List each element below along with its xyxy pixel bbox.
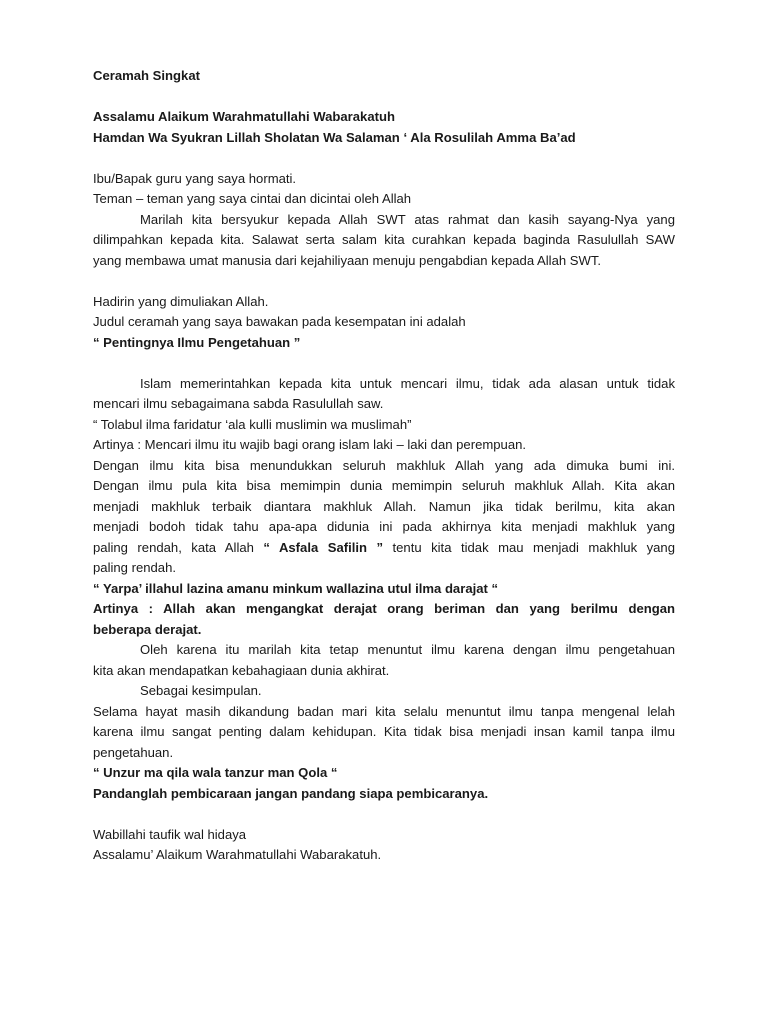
text-run: paling rendah, kata Allah bbox=[93, 539, 264, 555]
verse-text: “ Yarpa’ illahul lazina amanu minkum wallazina utul ilma darajat “ bbox=[93, 580, 499, 596]
paragraph-line: yang membawa umat manusia dari kejahiliyaan menuju pengabdian kepada Allah SWT. bbox=[93, 252, 602, 268]
verse-meaning-line: Artinya : Allah akan mengangkat derajat orang beriman dan yang berilmu dengan bbox=[93, 601, 675, 616]
hadith-meaning: Artinya : Mencari ilmu itu wajib bagi orang islam laki – laki dan perempuan. bbox=[93, 437, 527, 452]
audience-address: Hadirin yang dimuliakan Allah. bbox=[93, 293, 269, 309]
paragraph-line-mixed bbox=[93, 538, 675, 559]
paragraph-line: Islam memerintahkan kepada kita untuk mencari ilmu, tidak ada alasan untuk tidak bbox=[140, 375, 675, 391]
hadith-text: “ Tolabul ilma faridatur ‘ala kulli muslimin wa muslimah” bbox=[93, 416, 412, 432]
document-page bbox=[93, 66, 675, 866]
closing-taufik: Wabillahi taufik wal hidaya bbox=[93, 826, 247, 842]
paragraph-line: pengetahuan. bbox=[93, 744, 174, 760]
opening-praise: Hamdan Wa Syukran Lillah Sholatan Wa Salaman ‘ Ala Rosulilah Amma Ba’ad bbox=[93, 129, 576, 145]
paragraph-line: Dengan ilmu pula kita bisa memimpin dunia memimpin seluruh makhluk Allah. Kita akan bbox=[93, 478, 675, 493]
greeting: Assalamu Alaikum Warahmatullahi Wabarakatuh bbox=[93, 109, 395, 124]
paragraph-line: paling rendah. bbox=[93, 560, 176, 575]
paragraph-line: Dengan ilmu kita bisa menundukkan seluruh makhluk Allah yang ada dimuka bumi ini. bbox=[93, 457, 675, 473]
paragraph-line: Selama hayat masih dikandung badan mari kita selalu menuntut ilmu tanpa mengenal lelah bbox=[93, 703, 675, 719]
paragraph-line: mencari ilmu sebagaimana sabda Rasulullah saw. bbox=[93, 396, 384, 411]
address-teachers: Ibu/Bapak guru yang saya hormati. bbox=[93, 170, 297, 186]
address-friends: Teman – teman yang saya cintai dan dicintai oleh Allah bbox=[93, 191, 412, 206]
paragraph-line: karena ilmu sangat penting dalam kehidupan. Kita tidak bisa menjadi insan kamil tanpa ilmu bbox=[93, 724, 675, 739]
quote-meaning: Pandanglah pembicaraan jangan pandang siapa pembicaranya. bbox=[93, 785, 489, 801]
verse-meaning-line: beberapa derajat. bbox=[93, 621, 202, 637]
text-run: tentu kita tidak mau menjadi makhluk yang bbox=[383, 539, 675, 555]
paragraph-line: menjadi makhluk terbaik diantara makhluk Allah. Namun jika tidak berilmu, kita akan bbox=[93, 498, 675, 514]
paragraph-line: kita akan mendapatkan kebahagiaan dunia akhirat. bbox=[93, 662, 390, 678]
conclusion-label: Sebagai kesimpulan. bbox=[140, 683, 262, 698]
topic-title: “ Pentingnya Ilmu Pengetahuan ” bbox=[93, 334, 301, 350]
asfala-safilin-term: “ Asfala Safilin ” bbox=[263, 539, 384, 555]
document-title: Ceramah Singkat bbox=[93, 68, 200, 83]
quote-text: “ Unzur ma qila wala tanzur man Qola “ bbox=[93, 765, 338, 780]
paragraph-line: Marilah kita bersyukur kepada Allah SWT atas rahmat dan kasih sayang-Nya yang bbox=[140, 211, 675, 227]
topic-intro: Judul ceramah yang saya bawakan pada kesempatan ini adalah bbox=[93, 314, 466, 329]
paragraph-line: dilimpahkan kepada kita. Salawat serta salam kita curahkan kepada baginda Rasulullah SAW bbox=[93, 232, 675, 247]
closing-salam: Assalamu’ Alaikum Warahmatullahi Wabarakatuh. bbox=[93, 847, 382, 862]
paragraph-line: menjadi bodoh tidak tahu apa-apa didunia ini pada akhirnya kita menjadi makhluk yang bbox=[93, 519, 675, 534]
paragraph-line: Oleh karena itu marilah kita tetap menuntut ilmu karena dengan ilmu pengetahuan bbox=[140, 642, 675, 657]
